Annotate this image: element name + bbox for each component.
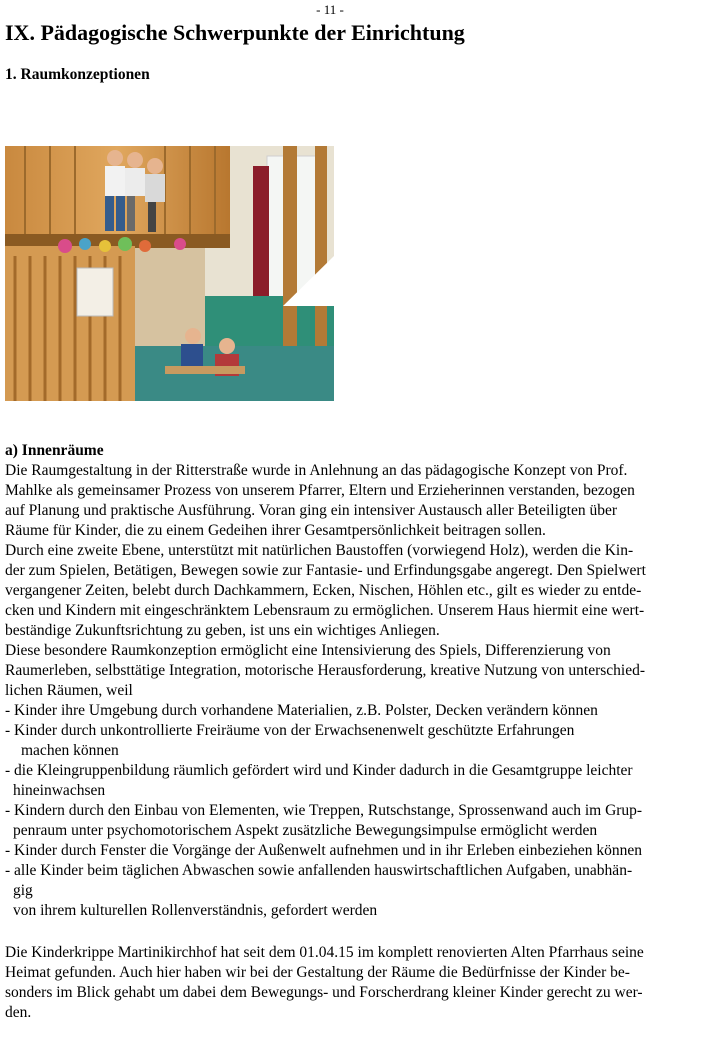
list-item: - alle Kinder beim täglichen Abwaschen sowie anfallenden hauswirtschaftlichen Aufgaben, unabhän- <box>5 862 633 879</box>
section-heading: a) Innenräume <box>5 442 104 459</box>
paragraph-line: Mahlke als gemeinsamer Prozess von unserem Pfarrer, Eltern und Erzieherinnen verstanden, bezogen <box>5 482 635 499</box>
classroom-photo <box>5 146 334 401</box>
list-item: - Kinder durch Fenster die Vorgänge der Außenwelt aufnehmen und in ihr Erleben einbeziehen können <box>5 842 643 859</box>
list-item-continuation: penraum unter psychomotorischem Aspekt zusätzliche Bewegungsimpulse ermöglicht werden <box>13 822 598 839</box>
paragraph-line: der zum Spielen, Betätigen, Bewegen sowie zur Fantasie- und Erfindungsgabe angeregt. Den Spielwert <box>5 562 646 579</box>
list-item-continuation: machen können <box>21 742 119 759</box>
paragraph-line: Durch eine zweite Ebene, unterstützt mit natürlichen Baustoffen (vorwiegend Holz), werden die Kin- <box>5 542 634 559</box>
list-item: - Kindern durch den Einbau von Elementen, wie Treppen, Rutschstange, Sprossenwand auch im Grup- <box>5 802 643 819</box>
page-title: IX. Pädagogische Schwerpunkte der Einrichtung <box>5 20 465 45</box>
list-item: - Kinder ihre Umgebung durch vorhandene Materialien, z.B. Polster, Decken verändern können <box>5 702 598 719</box>
page-number: - 11 - <box>316 2 344 17</box>
list-item: - Kinder durch unkontrollierte Freiräume von der Erwachsenenwelt geschützte Erfahrungen <box>5 722 575 739</box>
list-item-continuation: gig <box>13 882 33 899</box>
closing-line: Heimat gefunden. Auch hier haben wir bei der Gestaltung der Räume die Bedürfnisse der Kinder be- <box>5 964 630 981</box>
list-item-continuation: hineinwachsen <box>13 782 106 799</box>
section-subtitle: 1. Raumkonzeptionen <box>5 66 150 83</box>
paragraph-line: vergangener Zeiten, belebt durch Dachkammern, Ecken, Nischen, Höhlen etc., gilt es wieder zu entde- <box>5 582 642 599</box>
paragraph-gap <box>5 921 717 943</box>
paragraph-line: Räume für Kinder, die zu einem Gedeihen ihrer Gesamtpersönlichkeit beitragen sollen. <box>5 522 546 539</box>
paragraph-line: beständige Zukunftsrichtung zu geben, ist uns ein wichtiges Anliegen. <box>5 622 440 639</box>
closing-line: Die Kinderkrippe Martinikirchhof hat seit dem 01.04.15 im komplett renovierten Alten Pfarrhaus seine <box>5 944 644 961</box>
body-text <box>5 441 717 1023</box>
paragraph-line: cken und Kindern mit eingeschränktem Lebensraum zu ermöglichen. Unserem Haus hiermit eine wert- <box>5 602 645 619</box>
paragraph-line: auf Planung und praktische Ausführung. Voran ging ein intensiver Austausch aller Beteiligten über <box>5 502 617 519</box>
paragraph-line: Diese besondere Raumkonzeption ermöglicht eine Intensivierung des Spiels, Differenzierung von <box>5 642 611 659</box>
list-item-continuation: von ihrem kulturellen Rollenverständnis, gefordert werden <box>13 902 378 919</box>
paragraph-line: lichen Räumen, weil <box>5 682 133 699</box>
list-item: - die Kleingruppenbildung räumlich gefördert wird und Kinder dadurch in die Gesamtgruppe leichter <box>5 762 633 779</box>
closing-line: sonders im Blick gehabt um dabei dem Bewegungs- und Forscherdrang kleiner Kinder gerecht zu wer- <box>5 984 643 1001</box>
paragraph-line: Raumerleben, selbsttätige Integration, motorische Herausforderung, kreative Nutzung von unterschied- <box>5 662 646 679</box>
closing-line: den. <box>5 1004 32 1021</box>
paragraph-line: Die Raumgestaltung in der Ritterstraße wurde in Anlehnung an das pädagogische Konzept von Prof. <box>5 462 628 479</box>
